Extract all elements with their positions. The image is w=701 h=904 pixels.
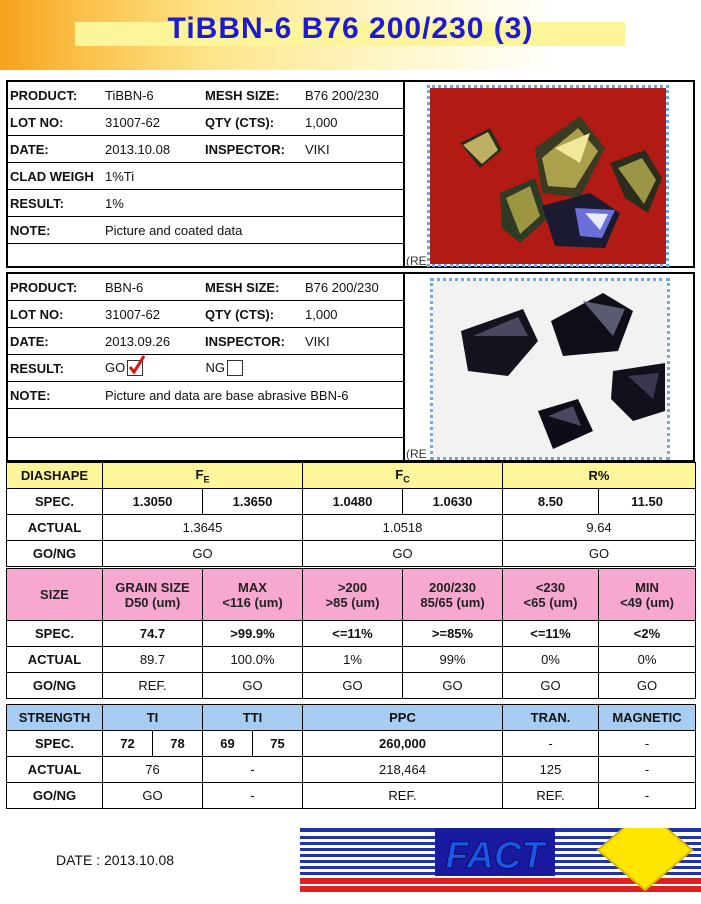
- actual-label: ACTUAL: [7, 757, 103, 783]
- ti-gong: GO: [103, 783, 203, 809]
- fe-header: $F_E$: [103, 463, 303, 489]
- min-header: MIN <49 (um): [599, 569, 696, 621]
- size-actual: 0%: [599, 647, 696, 673]
- go-checkbox[interactable]: [127, 360, 143, 376]
- field-value: Picture and coated data: [105, 222, 243, 238]
- info-row: [8, 163, 403, 190]
- size-header: SIZE: [7, 569, 103, 621]
- tran-spec: -: [503, 731, 599, 757]
- under230-header: <230 <65 (um): [503, 569, 599, 621]
- size-spec: >99.9%: [203, 621, 303, 647]
- base-crystal-photo: [430, 278, 670, 460]
- r-spec-max: 11.50: [599, 489, 696, 515]
- page-title: TiBBN-6 B76 200/230 (3): [167, 12, 534, 45]
- field-value: 1%: [105, 195, 124, 211]
- strength-table: [6, 704, 696, 809]
- gong-label: GO/NG: [7, 673, 103, 699]
- spec-label: SPEC.: [7, 489, 103, 515]
- ppc-actual: 218,464: [303, 757, 503, 783]
- size-actual: 89.7: [103, 647, 203, 673]
- diashape-table: [6, 462, 696, 567]
- spec-label: SPEC.: [7, 731, 103, 757]
- info-row: [8, 328, 403, 355]
- field-value: B76 200/230: [305, 279, 379, 295]
- ti-spec-min: 72: [103, 731, 153, 757]
- size-gong: GO: [599, 673, 696, 699]
- info-row: [8, 109, 403, 136]
- tti-header: TTI: [203, 705, 303, 731]
- field-label: MESH SIZE:: [205, 87, 280, 103]
- ti-spec-max: 78: [153, 731, 203, 757]
- tti-actual: -: [203, 757, 303, 783]
- field-label: CLAD WEIGH: [10, 168, 94, 184]
- max-header: MAX <116 (um): [203, 569, 303, 621]
- info-row: [8, 190, 403, 217]
- fc-actual: 1.0518: [303, 515, 503, 541]
- magnetic-gong: -: [599, 783, 696, 809]
- field-label: DATE:: [10, 333, 49, 349]
- field-label: PRODUCT:: [10, 87, 78, 103]
- ti-actual: 76: [103, 757, 203, 783]
- over200-header: >200 >85 (um): [303, 569, 403, 621]
- photo1-caption: (RE: [406, 254, 427, 268]
- field-label: LOT NO:: [10, 306, 64, 322]
- field-value: 1%Ti: [105, 168, 135, 184]
- footer-date: DATE : 2013.10.08: [56, 852, 175, 868]
- base-crystal-image: [433, 281, 667, 457]
- field-value: 1,000: [305, 114, 338, 130]
- field-label: NOTE:: [10, 222, 51, 238]
- field-label: RESULT:: [10, 195, 64, 211]
- diashape-header: DIASHAPE: [7, 463, 103, 489]
- grain-size-header: GRAIN SIZE D50 (um): [103, 569, 203, 621]
- tran-gong: REF.: [503, 783, 599, 809]
- info-row: [8, 274, 403, 301]
- panel2-info-table: [8, 274, 403, 438]
- size-gong: GO: [503, 673, 599, 699]
- panel2-divider: [403, 273, 405, 461]
- fe-spec-min: 1.3050: [103, 489, 203, 515]
- go-label: GO: [105, 359, 126, 375]
- size-actual: 1%: [303, 647, 403, 673]
- field-value: 2013.09.26: [105, 333, 171, 349]
- field-value: 1,000: [305, 306, 338, 322]
- size-gong: GO: [303, 673, 403, 699]
- magnetic-header: MAGNETIC: [599, 705, 696, 731]
- tti-spec-min: 69: [203, 731, 253, 757]
- magnetic-spec: -: [599, 731, 696, 757]
- tti-spec-max: 75: [253, 731, 303, 757]
- field-label: INSPECTOR:: [205, 333, 285, 349]
- field-value: 31007-62: [105, 306, 160, 322]
- fe-gong: GO: [103, 541, 303, 567]
- checkmark-icon: [128, 355, 146, 375]
- note-label: NOTE:: [10, 387, 51, 403]
- size-spec: 74.7: [103, 621, 203, 647]
- coated-crystal-photo: [427, 85, 669, 267]
- ng-label: NG: [205, 359, 225, 375]
- fc-header: $F_C$: [303, 463, 503, 489]
- r-spec-min: 8.50: [503, 489, 599, 515]
- size-actual: 100.0%: [203, 647, 303, 673]
- result-options: [103, 355, 403, 382]
- gong-label: GO/NG: [7, 541, 103, 567]
- fe-actual: 1.3645: [103, 515, 303, 541]
- field-value: B76 200/230: [305, 87, 379, 103]
- field-label: QTY (CTS):: [205, 306, 275, 322]
- result-label: RESULT:: [10, 360, 64, 376]
- actual-label: ACTUAL: [7, 515, 103, 541]
- 200-230-header: 200/230 85/65 (um): [403, 569, 503, 621]
- r-gong: GO: [503, 541, 696, 567]
- actual-label: ACTUAL: [7, 647, 103, 673]
- size-spec: >=85%: [403, 621, 503, 647]
- size-gong: GO: [203, 673, 303, 699]
- size-spec: <=11%: [503, 621, 599, 647]
- info-row: [8, 136, 403, 163]
- field-label: INSPECTOR:: [205, 141, 285, 157]
- field-value: 2013.10.08: [105, 141, 171, 157]
- size-actual: 0%: [503, 647, 599, 673]
- ng-checkbox[interactable]: [227, 360, 243, 376]
- field-value: VIKI: [305, 141, 330, 157]
- gong-label: GO/NG: [7, 783, 103, 809]
- field-label: MESH SIZE:: [205, 279, 280, 295]
- r-percent-header: R%: [503, 463, 696, 489]
- note-value: Picture and data are base abrasive BBN-6: [105, 387, 349, 403]
- tran-header: TRAN.: [503, 705, 599, 731]
- ppc-spec: 260,000: [303, 731, 503, 757]
- size-spec: <=11%: [303, 621, 403, 647]
- tti-gong: -: [203, 783, 303, 809]
- field-label: PRODUCT:: [10, 279, 78, 295]
- info-row: [8, 301, 403, 328]
- size-actual: 99%: [403, 647, 503, 673]
- field-label: QTY (CTS):: [205, 114, 275, 130]
- footer-logo-banner: [300, 828, 701, 892]
- field-label: DATE:: [10, 141, 49, 157]
- fe-spec-max: 1.3650: [203, 489, 303, 515]
- strength-header: STRENGTH: [7, 705, 103, 731]
- field-value: BBN-6: [105, 279, 144, 295]
- panel1-divider: [403, 81, 405, 267]
- ppc-gong: REF.: [303, 783, 503, 809]
- info-row: [8, 82, 403, 109]
- r-actual: 9.64: [503, 515, 696, 541]
- spec-label: SPEC.: [7, 621, 103, 647]
- field-value: 31007-62: [105, 114, 160, 130]
- size-gong: REF.: [103, 673, 203, 699]
- info-row: [8, 217, 403, 244]
- size-gong: GO: [403, 673, 503, 699]
- ti-header: TI: [103, 705, 203, 731]
- field-value: VIKI: [305, 333, 330, 349]
- panel1-info-table: [8, 82, 403, 273]
- field-value: TiBBN-6: [105, 87, 154, 103]
- coated-crystal-image: [430, 88, 666, 264]
- field-label: LOT NO:: [10, 114, 64, 130]
- fc-gong: GO: [303, 541, 503, 567]
- photo2-caption: (RE: [406, 447, 427, 461]
- fact-logo-text: FACT: [445, 835, 545, 877]
- size-table: [6, 568, 696, 699]
- magnetic-actual: -: [599, 757, 696, 783]
- fc-spec-min: 1.0480: [303, 489, 403, 515]
- size-spec: <2%: [599, 621, 696, 647]
- fc-spec-max: 1.0630: [403, 489, 503, 515]
- ppc-header: PPC: [303, 705, 503, 731]
- tran-actual: 125: [503, 757, 599, 783]
